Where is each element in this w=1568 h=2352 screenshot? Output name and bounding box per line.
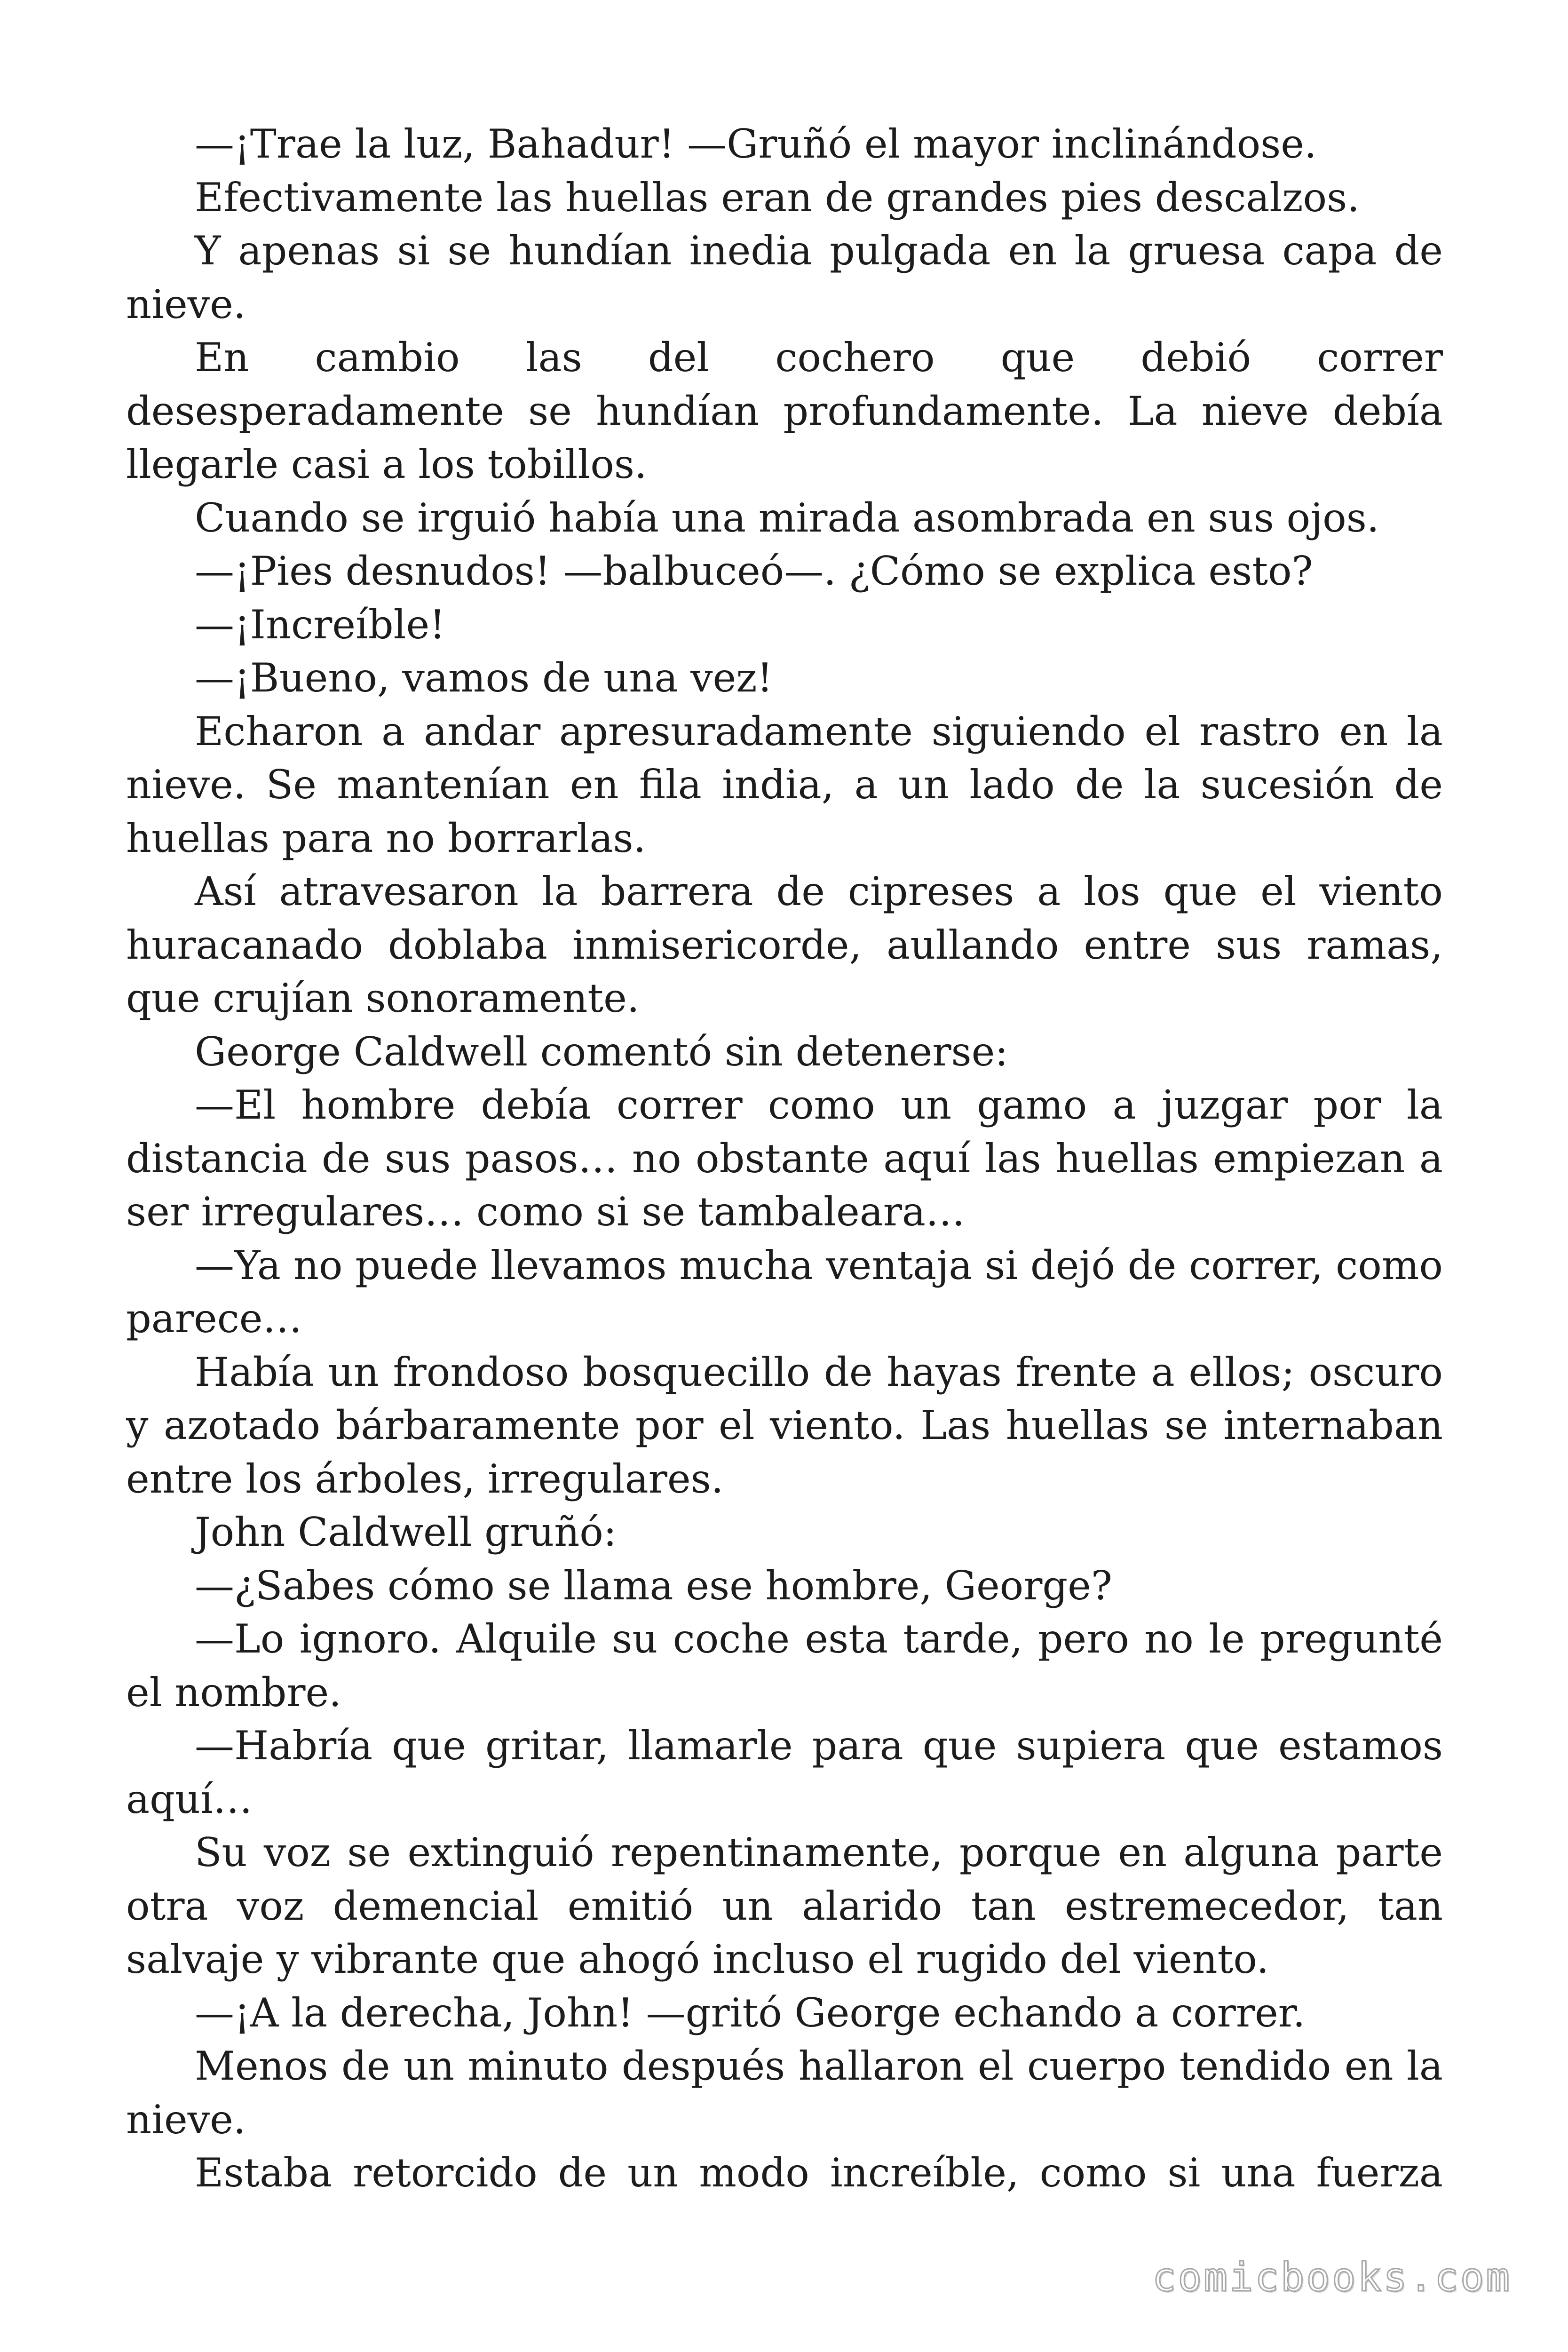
paragraph: Y apenas si se hundían inedia pulgada en la gruesa capa de nieve. bbox=[126, 228, 1443, 327]
paragraph: Su voz se extinguió repentinamente, porque en alguna parte otra voz demencial emitió un alarido tan estremecedor, tan salvaje y vibrante que ahogó incluso el rugido del viento. bbox=[126, 1829, 1443, 1982]
paragraph: —¡Pies desnudos! —balbuceó—. ¿Cómo se explica esto? bbox=[195, 548, 1313, 594]
paragraph: —¡A la derecha, John! —gritó George echando a correr. bbox=[195, 1989, 1306, 2036]
paragraph: —¡Increíble! bbox=[195, 601, 445, 648]
paragraph: —Ya no puede llevamos mucha ventaja si dejó de correr, como parece… bbox=[126, 1242, 1443, 1342]
paragraph: George Caldwell comentó sin detenerse: bbox=[195, 1028, 1008, 1075]
paragraph: Así atravesaron la barrera de cipreses a los que el viento huracanado doblaba inmisericorde, aullando entre sus ramas, que crujían sonoramente. bbox=[126, 868, 1443, 1021]
paragraph: Efectivamente las huellas eran de grandes pies descalzos. bbox=[195, 174, 1360, 221]
paragraph: —¡Bueno, vamos de una vez! bbox=[195, 655, 773, 701]
paragraph: Había un frondoso bosquecillo de hayas frente a ellos; oscuro y azotado bárbaramente por el viento. Las huellas se internaban entre los árboles, irregulares. bbox=[126, 1349, 1443, 1502]
paragraph: John Caldwell gruñó: bbox=[195, 1509, 617, 1555]
paragraph: —El hombre debía correr como un gamo a juzgar por la distancia de sus pasos… no obstante aquí las huellas empiezan a ser irregulares… como si se tambaleara… bbox=[126, 1082, 1443, 1235]
paragraph: —¡Trae la luz, Bahadur! —Gruñó el mayor inclinándose. bbox=[195, 121, 1317, 167]
paragraph: Echaron a andar apresuradamente siguiendo el rastro en la nieve. Se mantenían en fila india, a un lado de la sucesión de huellas para no borrarlas. bbox=[126, 708, 1443, 861]
paragraph: Cuando se irguió había una mirada asombrada en sus ojos. bbox=[195, 494, 1379, 541]
paragraph: —¿Sabes cómo se llama ese hombre, George? bbox=[195, 1562, 1112, 1609]
page-body-text bbox=[126, 118, 1443, 2200]
paragraph: —Habría que gritar, llamarle para que supiera que estamos aquí… bbox=[126, 1723, 1443, 1822]
paragraph: Estaba retorcido de un modo increíble, como si una fuerza bbox=[195, 2150, 1443, 2196]
paragraph: Menos de un minuto después hallaron el cuerpo tendido en la nieve. bbox=[126, 2043, 1443, 2143]
paragraph: —Lo ignoro. Alquile su coche esta tarde, pero no le pregunté el nombre. bbox=[126, 1616, 1443, 1716]
paragraph: En cambio las del cochero que debió correr desesperadamente se hundían profundamente. La nieve debía llegarle casi a los tobillos. bbox=[126, 334, 1443, 487]
watermark-logo: comicbooks.com bbox=[1152, 2254, 1512, 2300]
